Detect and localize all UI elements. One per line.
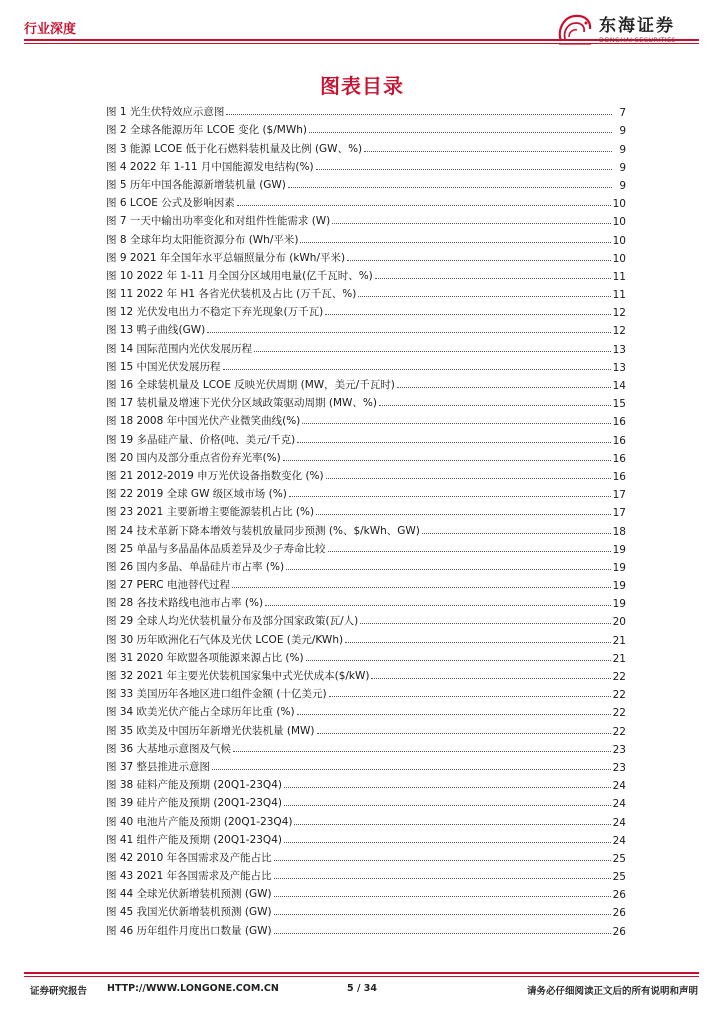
toc-dot-leader (317, 733, 611, 734)
toc-entry[interactable] (106, 647, 626, 665)
toc-entry-label: 图 39 硅片产能及预期 (20Q1-23Q4) (106, 797, 282, 810)
toc-dot-leader (306, 660, 611, 661)
toc-entry-page: 26 (612, 907, 626, 920)
header-divider (24, 39, 699, 41)
toc-entry-label: 图 28 各技术路线电池市占率 (%) (106, 597, 264, 610)
toc-entry[interactable] (106, 356, 626, 374)
toc-entry-label: 图 31 2020 年欧盟各项能源来源占比 (%) (106, 651, 304, 664)
toc-entry-page: 7 (619, 107, 626, 120)
toc-entry[interactable] (106, 538, 626, 556)
toc-entry-label: 图 26 国内多晶、单晶硅片市占率 (%) (106, 560, 285, 573)
toc-entry[interactable] (106, 247, 626, 265)
toc-entry-label: 图 16 全球装机量及 LCOE 反映光伏周期 (MW，美元/千瓦时) (106, 379, 395, 391)
toc-dot-leader (274, 896, 611, 897)
toc-dot-leader (302, 423, 610, 424)
toc-entry[interactable] (106, 483, 626, 501)
toc-entry[interactable] (106, 774, 626, 792)
toc-entry[interactable] (106, 829, 626, 847)
toc-entry-page: 19 (612, 561, 626, 574)
toc-entry-label: 图 41 组件产能及预期 (20Q1-23Q4) (106, 833, 282, 846)
toc-entry-page: 9 (619, 161, 626, 174)
toc-dot-leader (284, 805, 611, 806)
toc-entry-page: 16 (612, 452, 626, 465)
toc-dot-leader (316, 514, 611, 515)
toc-dot-leader (297, 714, 611, 715)
page-title: 图表目录 (320, 74, 404, 98)
toc-entry-label: 图 13 鸭子曲线(GW) (106, 324, 206, 337)
toc-entry[interactable] (106, 810, 626, 828)
toc-dot-leader (284, 787, 611, 788)
toc-entry-page: 19 (612, 543, 626, 556)
toc-entry[interactable] (106, 592, 626, 610)
toc-entry[interactable] (106, 428, 626, 446)
toc-entry-label: 图 8 全球年均太阳能资源分布 (Wh/平米) (106, 233, 299, 246)
footer-divider-thin (24, 976, 699, 977)
toc-dot-leader (316, 169, 612, 170)
header-divider-thin (24, 43, 699, 44)
toc-entry-label: 图 23 2021 主要新增主要能源装机占比 (%) (106, 506, 315, 519)
toc-dot-leader (283, 460, 611, 461)
toc-entry[interactable] (106, 465, 626, 483)
toc-entry-label: 图 46 历年组件月度出口数量 (GW) (106, 924, 272, 937)
toc-entry-label: 图 25 单晶与多晶晶体品质差异及少子寿命比较 (106, 542, 326, 555)
toc-entry-label: 图 9 2021 年全国年水平总辐照量分布 (kWh/平米) (106, 251, 346, 264)
toc-dot-leader (300, 242, 610, 243)
toc-entry[interactable] (106, 501, 626, 519)
toc-entry[interactable] (106, 756, 626, 774)
toc-entry[interactable] (106, 410, 626, 428)
toc-entry[interactable] (106, 156, 626, 174)
toc-entry-label: 图 3 能源 LCOE 低于化石燃料装机量及比例 (GW、%) (106, 142, 363, 155)
toc-entry-page: 19 (612, 580, 626, 593)
toc-entry-page: 18 (612, 525, 626, 538)
toc-entry[interactable] (106, 683, 626, 701)
toc-dot-leader (325, 314, 610, 315)
toc-entry-label: 图 40 电池片产能及预期 (20Q1-23Q4) (106, 815, 293, 828)
toc-entry-page: 11 (612, 270, 626, 283)
toc-entry-label: 图 35 欧美及中国历年新增光伏装机量 (MW) (106, 724, 315, 737)
toc-entry-page: 12 (612, 307, 626, 320)
toc-dot-leader (212, 769, 611, 770)
toc-dot-leader (309, 132, 612, 133)
toc-entry-label: 图 37 整县推进示意图 (106, 760, 211, 773)
toc-entry[interactable] (106, 574, 626, 592)
toc-dot-leader (237, 205, 611, 206)
toc-dot-leader (358, 296, 610, 297)
toc-entry[interactable] (106, 301, 626, 319)
toc-entry-page: 16 (612, 470, 626, 483)
toc-entry-page: 10 (612, 252, 626, 265)
toc-entry-page: 25 (612, 852, 626, 865)
toc-entry-page: 24 (612, 816, 626, 829)
toc-dot-leader (274, 933, 611, 934)
toc-entry-page: 22 (612, 671, 626, 683)
toc-dot-leader (332, 223, 610, 224)
toc-entry[interactable] (106, 628, 626, 646)
toc-dot-leader (288, 187, 612, 188)
toc-dot-leader (284, 842, 611, 843)
toc-dot-leader (274, 860, 611, 861)
toc-entry[interactable] (106, 901, 626, 919)
toc-entry-label: 图 30 历年欧洲化石气体及光伏 LCOE (美元/KWh) (106, 633, 344, 646)
toc-dot-leader (326, 478, 611, 479)
toc-entry[interactable] (106, 556, 626, 574)
toc-entry-page: 22 (612, 689, 626, 702)
toc-entry-page: 9 (619, 179, 626, 192)
toc-dot-leader (274, 914, 611, 915)
toc-entry-label: 图 12 光伏发电出力不稳定下弃光现象(万千瓦) (106, 306, 324, 319)
toc-entry-page: 9 (619, 125, 626, 138)
toc-entry[interactable] (106, 738, 626, 756)
toc-entry-page: 14 (612, 380, 626, 392)
toc-entry-label: 图 6 LCOE 公式及影响因素 (106, 197, 235, 210)
toc-entry-page: 16 (612, 416, 626, 429)
toc-entry-page: 21 (612, 652, 626, 665)
toc-entry-page: 23 (612, 743, 626, 756)
toc-entry-label: 图 22 2019 全球 GW 级区域市场 (%) (106, 488, 287, 501)
toc-dot-leader (274, 878, 611, 879)
toc-entry[interactable] (106, 919, 626, 937)
toc-entry-page: 24 (612, 834, 626, 847)
toc-entry-page: 24 (612, 780, 626, 793)
toc-dot-leader (371, 678, 610, 679)
toc-entry-label: 图 2 全球各能源历年 LCOE 变化 ($/MWh) (106, 124, 307, 137)
toc-entry-label: 图 11 2022 年 H1 各省光伏装机及占比 (万千瓦、%) (106, 288, 357, 301)
toc-entry-page: 11 (612, 289, 626, 302)
toc-entry-page: 22 (612, 725, 626, 738)
toc-entry[interactable] (106, 665, 626, 683)
toc-dot-leader (397, 387, 611, 388)
toc-entry-page: 19 (612, 598, 626, 611)
toc-entry[interactable] (106, 228, 626, 246)
toc-dot-leader (328, 551, 611, 552)
toc-entry[interactable] (106, 119, 626, 137)
toc-entry[interactable] (106, 374, 626, 392)
toc-entry-page: 25 (612, 871, 626, 884)
toc-entry-label: 图 14 国际范围内光伏发展历程 (106, 342, 253, 355)
footer-page-number: 5 / 34 (347, 983, 377, 994)
toc-dot-leader (375, 278, 611, 279)
toc-entry-label: 图 44 全球光伏新增装机预测 (GW) (106, 888, 272, 901)
toc-entry[interactable] (106, 192, 626, 210)
toc-entry[interactable] (106, 174, 626, 192)
toc-entry-page: 26 (612, 889, 626, 902)
toc-entry-label: 图 5 历年中国各能源新增装机量 (GW) (106, 178, 286, 191)
toc-entry[interactable] (106, 883, 626, 901)
toc-dot-leader (289, 496, 611, 497)
toc-entry-page: 17 (612, 507, 626, 520)
toc-entry-page: 12 (612, 325, 626, 338)
footer-website-link[interactable]: HTTP://WWW.LONGONE.COM.CN (107, 983, 279, 994)
footer-disclaimer: 请务必仔细阅读正文后的所有说明和声明 (526, 986, 698, 997)
toc-entry[interactable] (106, 210, 626, 228)
toc-entry-label: 图 32 2021 年主要光伏装机国家集中式光伏成本($/kW) (106, 670, 370, 682)
toc-dot-leader (345, 642, 611, 643)
company-logo (555, 10, 700, 50)
toc-dot-leader (254, 351, 611, 352)
toc-dot-leader (364, 151, 612, 152)
toc-entry-label: 图 43 2021 年各国需求及产能占比 (106, 870, 272, 883)
toc-entry-label: 图 42 2010 年各国需求及产能占比 (106, 851, 272, 864)
toc-entry-page: 10 (612, 234, 626, 247)
toc-dot-leader (226, 114, 612, 115)
toc-entry[interactable] (106, 319, 626, 337)
toc-entry-label: 图 33 美国历年各地区进口组件金额 (十亿美元) (106, 688, 327, 701)
toc-dot-leader (360, 623, 610, 624)
toc-dot-leader (232, 587, 611, 588)
toc-entry-page: 15 (612, 398, 626, 411)
toc-entry-page: 17 (612, 489, 626, 502)
toc-dot-leader (207, 332, 610, 333)
toc-entry-page: 23 (612, 761, 626, 774)
toc-entry-label: 图 7 一天中输出功率变化和对组件性能需求 (W) (106, 215, 331, 228)
toc-entry-page: 26 (612, 925, 626, 938)
toc-dot-leader (265, 605, 611, 606)
report-category-tag: 行业深度 (24, 22, 77, 37)
toc-dot-leader (297, 442, 610, 443)
toc-entry-label: 图 24 技术革新下降本增效与装机放量同步预测 (%、$/kWh、GW) (106, 524, 420, 537)
toc-entry-page: 13 (612, 343, 626, 356)
toc-entry[interactable] (106, 447, 626, 465)
toc-entry-page: 10 (612, 198, 626, 211)
toc-entry-label: 图 20 国内及部分重点省份弃光率(%) (106, 451, 281, 464)
logo-chinese-name: 东海证券 (599, 15, 675, 36)
toc-entry-page: 22 (612, 707, 626, 720)
toc-entry-page: 20 (612, 616, 626, 629)
toc-entry-page: 21 (612, 634, 626, 647)
footer-report-type: 证券研究报告 (30, 986, 88, 997)
toc-entry-label: 图 45 我国光伏新增装机预测 (GW) (106, 906, 272, 919)
toc-entry[interactable] (106, 519, 626, 537)
toc-entry-page: 9 (619, 143, 626, 156)
toc-dot-leader (294, 824, 610, 825)
toc-entry-label: 图 19 多晶硅产量、价格(吨、美元/千克) (106, 433, 296, 446)
toc-entry[interactable] (106, 701, 626, 719)
toc-entry[interactable] (106, 392, 626, 410)
toc-entry-label: 图 29 全球人均光伏装机量分布及部分国家政策(瓦/人) (106, 615, 359, 628)
toc-dot-leader (347, 260, 611, 261)
toc-dot-leader (379, 405, 611, 406)
toc-entry-label: 图 15 中国光伏发展历程 (106, 360, 221, 373)
toc-dot-leader (233, 751, 611, 752)
toc-entry-label: 图 4 2022 年 1-11 月中国能源发电结构(%) (106, 160, 314, 173)
toc-entry-page: 16 (612, 434, 626, 447)
toc-dot-leader (286, 569, 611, 570)
toc-entry[interactable] (106, 283, 626, 301)
toc-entry-label: 图 36 大基地示意图及气候 (106, 742, 232, 755)
toc-entry-label: 图 21 2012-2019 申万光伏设备指数变化 (%) (106, 469, 324, 482)
toc-entry[interactable] (106, 265, 626, 283)
toc-entry[interactable] (106, 865, 626, 883)
toc-entry[interactable] (106, 719, 626, 737)
toc-entry-label: 图 1 光生伏特效应示意图 (106, 106, 225, 119)
toc-entry-label: 图 18 2008 年中国光伏产业微笑曲线(%) (106, 415, 301, 428)
toc-entry-label: 图 10 2022 年 1-11 月全国分区域用电量(亿千瓦时、%) (106, 269, 373, 282)
toc-entry-label: 图 34 欧美光伏产能占全球历年比重 (%) (106, 706, 295, 719)
toc-entry-page: 10 (612, 216, 626, 229)
toc-entry-page: 13 (612, 361, 626, 374)
figure-table-of-contents (106, 101, 626, 938)
toc-entry[interactable] (106, 792, 626, 810)
toc-dot-leader (223, 369, 611, 370)
toc-entry-label: 图 27 PERC 电池替代过程 (106, 579, 230, 592)
toc-dot-leader (329, 696, 611, 697)
toc-entry[interactable] (106, 101, 626, 119)
toc-dot-leader (422, 533, 611, 534)
toc-entry[interactable] (106, 337, 626, 355)
toc-entry[interactable] (106, 610, 626, 628)
toc-entry-page: 24 (612, 798, 626, 811)
toc-entry-label: 图 38 硅料产能及预期 (20Q1-23Q4) (106, 779, 282, 792)
toc-entry-label: 图 17 装机量及增速下光伏分区域政策驱动周期 (MW、%) (106, 397, 377, 410)
footer-divider (24, 972, 699, 974)
toc-entry[interactable] (106, 137, 626, 155)
toc-entry[interactable] (106, 847, 626, 865)
